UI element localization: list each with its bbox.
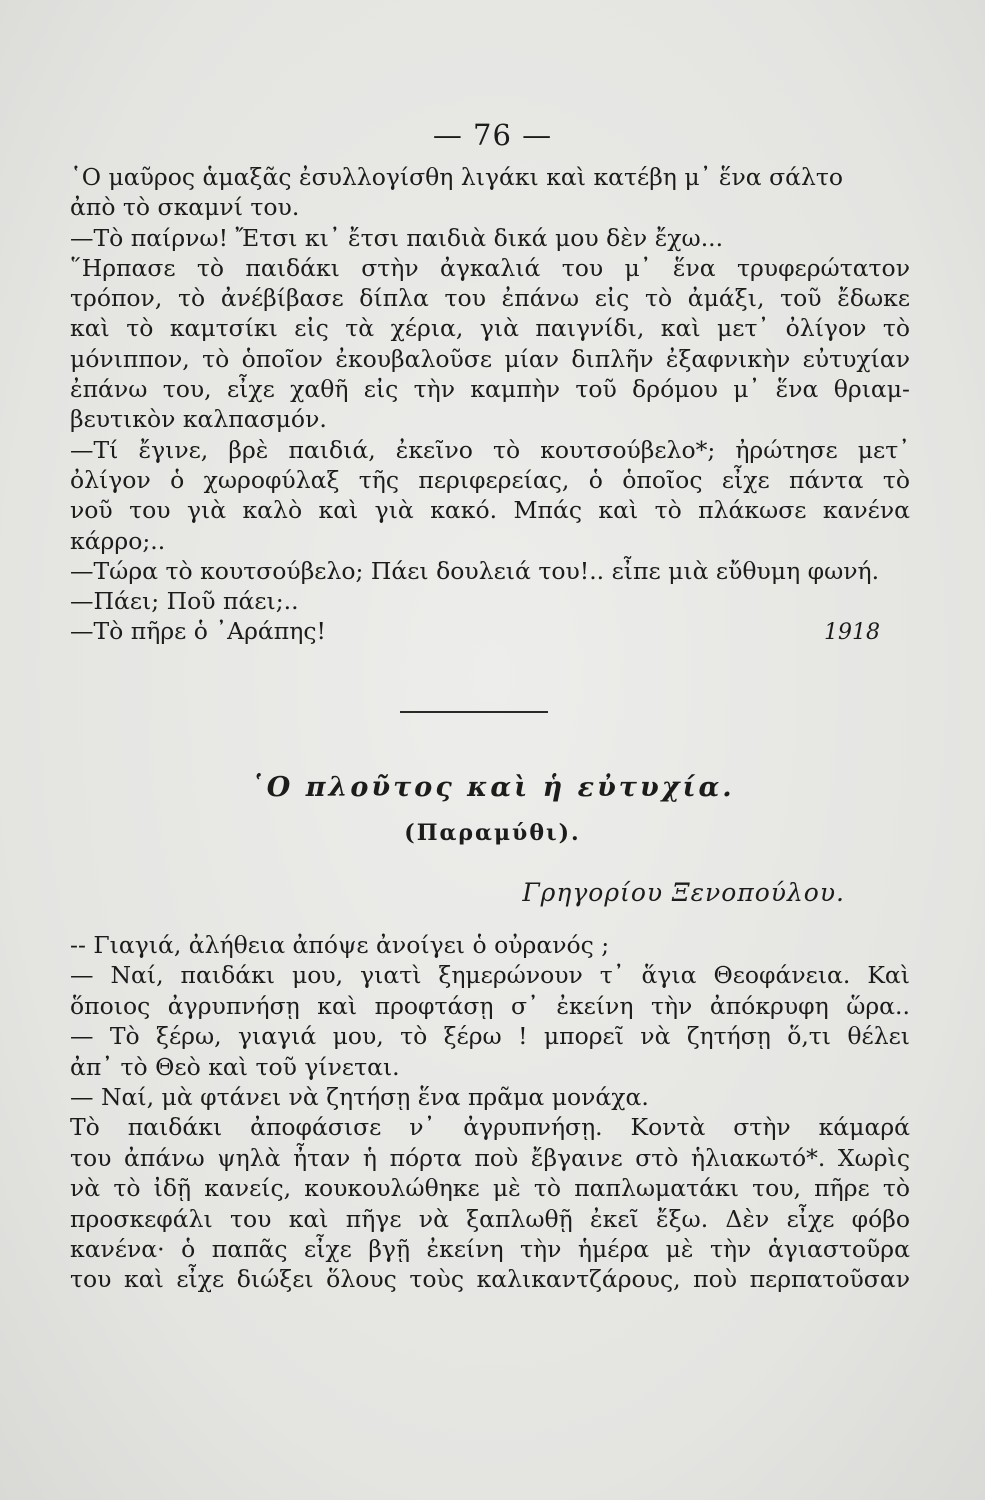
story-author: Γρηγορίου Ξενοπούλου. (522, 878, 845, 907)
text-line: —Τώρα τὸ κουτσούβελο; Πάει δουλειά του!.. εἶπε μιὰ εὔθυμη φωνή. (70, 556, 880, 585)
text-line: νοῦ του γιὰ καλὸ καὶ γιὰ κακό. Μπάς καὶ τὸ πλάκωσε κανένα (70, 496, 910, 525)
text-line: μόνιππον, τὸ ὁποῖον ἐκουβαλοῦσε μίαν διπλῆν ἐξαφνικὴν εὐτυχίαν (70, 344, 910, 373)
text-line: Τὸ παιδάκι ἀποφάσισε ν᾽ ἀγρυπνήσῃ. Κοντὰ στὴν κάμαρά (70, 1113, 910, 1142)
text-line: ἐπάνω του, εἶχε χαθῆ εἰς τὴν καμπὴν τοῦ δρόμου μ᾽ ἕνα θριαμ- (70, 375, 910, 404)
story-date: 1918 (824, 620, 880, 646)
text-line: ὅποιος ἀγρυπνήσῃ καὶ προφτάσῃ σ᾽ ἐκείνη τὴν ἀπόκρυφη ὥρα.. (70, 991, 910, 1020)
text-line: ὀλίγον ὁ χωροφύλαξ τῆς περιφερείας, ὁ ὁποῖος εἶχε πάντα τὸ (70, 465, 910, 494)
text-line: ἀπὸ τὸ σκαμνί του. (70, 193, 300, 222)
text-line: -- Γιαγιά, ἀλήθεια ἀπόψε ἀνοίγει ὁ οὐρανός ; (70, 931, 610, 959)
text-line: ἀπ᾽ τὸ Θεὸ καὶ τοῦ γίνεται. (70, 1052, 400, 1081)
text-line: — Ναί, παιδάκι μου, γιατὶ ξημερώνουν τ᾽ ἅγια Θεοφάνεια. Καὶ (70, 961, 910, 990)
section-divider (400, 711, 548, 713)
text-line: βευτικὸν καλπασμόν. (70, 405, 327, 434)
text-line: —Τὸ πῆρε ὁ ᾽Αράπης! (70, 617, 326, 646)
text-line: καὶ τὸ καμτσίκι εἰς τὰ χέρια, γιὰ παιγνίδι, καὶ μετ᾽ ὀλίγον τὸ (70, 314, 910, 343)
text-line: προσκεφάλι του καὶ πῆγε νὰ ξαπλωθῇ ἐκεῖ ἔξω. Δὲν εἶχε φόβο (70, 1204, 910, 1233)
text-line: τρόπον, τὸ ἀνέβίβασε δίπλα του ἐπάνω εἰς τὸ ἀμάξι, τοῦ ἔδωκε (70, 284, 910, 313)
closing-line (70, 616, 910, 648)
text-line: ῞Ηρπασε τὸ παιδάκι στὴν ἀγκαλιά του μ᾽ ἕνα τρυφερώτατον (70, 253, 910, 282)
text-line: ῾Ο μαῦρος ἁμαξᾶς ἐσυλλογίσθη λιγάκι καὶ κατέβη μ᾽ ἕνα σάλτο (70, 163, 844, 191)
page-number: — 76 — (432, 118, 553, 152)
text-line: του καὶ εἶχε διώξει ὅλους τοὺς καλικαντζάρους, ποὺ περπατοῦσαν (70, 1265, 910, 1294)
story-subtitle: (Παραμύθι). (404, 820, 581, 846)
text-line: κανένα· ὁ παπᾶς εἶχε βγῇ ἐκείνη τὴν ἡμέρα μὲ τὴν ἁγιαστοῦρα (70, 1235, 910, 1264)
text-line: νὰ τὸ ἰδῇ κανείς, κουκουλώθηκε μὲ τὸ παπλωματάκι του, πῆρε τὸ (70, 1174, 910, 1203)
story-title: ῾Ο πλοῦτος καὶ ἡ εὐτυχία. (250, 772, 735, 803)
text-line: —Πάει; Ποῦ πάει;.. (70, 587, 299, 616)
story-body (70, 930, 910, 1295)
text-line: του ἀπάνω ψηλὰ ἦταν ἡ πόρτα ποὺ ἔβγαινε στὸ ἡλιακωτό*. Χωρὶς (70, 1143, 910, 1172)
text-line: — Τὸ ξέρω, γιαγιά μου, τὸ ξέρω ! μπορεῖ νὰ ζητήσῃ ὅ,τι θέλει (70, 1022, 910, 1051)
text-line: —Τὸ παίρνω! Ἔτσι κι᾽ ἔτσι παιδιὰ δικά μου δὲν ἔχω... (70, 223, 724, 252)
text-line: κάρρο;.. (70, 526, 166, 555)
previous-story-ending (70, 162, 910, 649)
text-line: — Ναί, μὰ φτάνει νὰ ζητήσῃ ἕνα πρᾶμα μονάχα. (70, 1083, 649, 1112)
text-line: —Τί ἔγινε, βρὲ παιδιά, ἐκεῖνο τὸ κουτσούβελο*; ἠρώτησε μετ᾽ (70, 435, 910, 464)
